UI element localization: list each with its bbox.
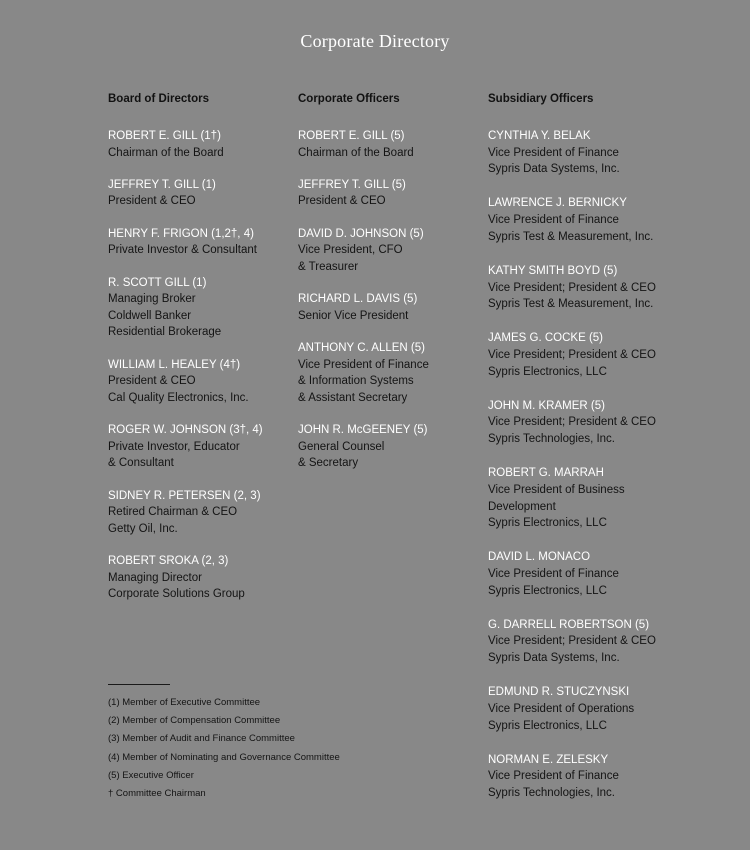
- person-name: CYNTHIA Y. BELAK: [488, 130, 591, 142]
- directory-entry: [488, 330, 728, 380]
- person-name: ANTHONY C. ALLEN (5): [298, 342, 425, 355]
- directory-entry: [298, 177, 483, 210]
- person-title-line: Vice President of Finance: [488, 568, 619, 580]
- person-title-line: Private Investor, Educator: [108, 440, 240, 453]
- person-title-line: Vice President; President & CEO: [488, 349, 656, 361]
- board-of-directors-column: [108, 92, 293, 619]
- person-name: EDMUND R. STUCZYNSKI: [488, 686, 630, 699]
- person-title-line: & Secretary: [298, 457, 359, 470]
- directory-entry: [488, 128, 728, 178]
- directory-entry: [298, 291, 483, 324]
- person-title-line: Cal Quality Electronics, Inc.: [108, 391, 249, 404]
- person-name: DAVID D. JOHNSON (5): [298, 227, 424, 240]
- subsidiary-officers-column: [488, 92, 728, 819]
- footnote: (2) Member of Compensation Committee: [108, 715, 281, 727]
- person-name: ROGER W. JOHNSON (3†, 4): [108, 424, 263, 437]
- person-title-line: Corporate Solutions Group: [108, 588, 245, 601]
- directory-entry: [488, 549, 728, 599]
- directory-entry: [488, 398, 728, 448]
- person-name: RICHARD L. DAVIS (5): [298, 293, 418, 306]
- person-name: WILLIAM L. HEALEY (4†): [108, 358, 241, 371]
- person-name: ROBERT G. MARRAH: [488, 467, 604, 480]
- person-title-line: & Consultant: [108, 457, 174, 470]
- person-name: ROBERT E. GILL (1†): [108, 130, 221, 142]
- directory-entry: [298, 226, 483, 276]
- person-name: JOHN M. KRAMER (5): [488, 399, 605, 412]
- subsidiary-list: [488, 128, 728, 802]
- person-title-line: President & CEO: [108, 195, 196, 208]
- person-title-line: Sypris Test & Measurement, Inc.: [488, 230, 654, 243]
- person-title-line: Sypris Electronics, LLC: [488, 584, 607, 597]
- directory-entry: [298, 340, 483, 406]
- directory-entry: [108, 128, 293, 161]
- person-name: LAWRENCE J. BERNICKY: [488, 197, 627, 210]
- person-name: ROBERT E. GILL (5): [298, 130, 405, 142]
- person-title-line: Vice President of Operations: [488, 702, 635, 715]
- person-title-line: Getty Oil, Inc.: [108, 522, 178, 535]
- person-title-line: Sypris Data Systems, Inc.: [488, 163, 620, 176]
- person-title-line: Vice President; President & CEO: [488, 281, 656, 294]
- person-title-line: Sypris Test & Measurement, Inc.: [488, 298, 654, 311]
- footnote-divider: [108, 684, 170, 685]
- person-name: JEFFREY T. GILL (1): [108, 178, 216, 191]
- footnote: (3) Member of Audit and Finance Committee: [108, 733, 295, 745]
- directory-entry: [108, 275, 293, 341]
- directory-entry: [298, 128, 483, 161]
- person-title-line: Sypris Technologies, Inc.: [488, 433, 615, 446]
- person-title-line: Senior Vice President: [298, 309, 409, 322]
- officers-heading: Corporate Officers: [298, 93, 400, 105]
- directory-entry: [108, 553, 293, 603]
- person-title-line: Vice President of Business: [488, 483, 625, 496]
- person-title-line: Sypris Electronics, LLC: [488, 517, 607, 530]
- person-title-line: & Information Systems: [298, 375, 414, 388]
- footnote: (1) Member of Executive Committee: [108, 697, 261, 708]
- person-name: SIDNEY R. PETERSEN (2, 3): [108, 489, 261, 502]
- person-title-line: Residential Brokerage: [108, 326, 222, 339]
- person-title-line: Vice President of Finance: [488, 770, 619, 783]
- officers-list: [298, 128, 483, 472]
- person-title-line: Managing Broker: [108, 293, 196, 306]
- person-name: JOHN R. McGEENEY (5): [298, 424, 428, 437]
- directory-entry: [488, 684, 728, 734]
- person-title-line: Sypris Technologies, Inc.: [488, 787, 615, 799]
- person-title-line: Vice President of Finance: [488, 214, 619, 227]
- person-title-line: Vice President of Finance: [488, 146, 619, 159]
- subsidiary-heading: Subsidiary Officers: [488, 93, 594, 105]
- board-heading: Board of Directors: [108, 93, 209, 105]
- corporate-officers-column: [298, 92, 483, 488]
- person-title-line: Coldwell Banker: [108, 309, 192, 322]
- person-name: JAMES G. COCKE (5): [488, 332, 604, 345]
- person-title-line: President & CEO: [298, 195, 386, 208]
- person-name: DAVID L. MONACO: [488, 551, 591, 564]
- directory-entry: [108, 226, 293, 259]
- footnotes: [108, 694, 408, 803]
- person-name: JEFFREY T. GILL (5): [298, 178, 406, 191]
- person-title-line: Retired Chairman & CEO: [108, 506, 238, 519]
- person-title-line: Chairman of the Board: [108, 146, 224, 159]
- directory-entry: [488, 263, 728, 313]
- directory-entry: [108, 488, 293, 538]
- person-title-line: President & CEO: [108, 375, 196, 388]
- person-title-line: Chairman of the Board: [298, 146, 414, 159]
- person-name: R. SCOTT GILL (1): [108, 276, 207, 289]
- directory-entry: [108, 177, 293, 210]
- person-name: KATHY SMITH BOYD (5): [488, 264, 618, 277]
- person-title-line: Vice President; President & CEO: [488, 416, 656, 429]
- person-name: NORMAN E. ZELESKY: [488, 753, 609, 766]
- person-name: ROBERT SROKA (2, 3): [108, 555, 229, 568]
- person-title-line: Vice President, CFO: [298, 244, 403, 257]
- directory-entry: [108, 422, 293, 472]
- directory-entry: [108, 357, 293, 407]
- person-title-line: Sypris Electronics, LLC: [488, 719, 607, 732]
- directory-entry: [488, 752, 728, 802]
- person-title-line: Vice President; President & CEO: [488, 635, 656, 648]
- person-name: G. DARRELL ROBERTSON (5): [488, 618, 650, 631]
- person-name: HENRY F. FRIGON (1,2†, 4): [108, 227, 254, 240]
- person-title-line: Private Investor & Consultant: [108, 244, 257, 257]
- person-title-line: Vice President of Finance: [298, 358, 429, 371]
- person-title-line: & Assistant Secretary: [298, 391, 408, 404]
- directory-entry: [488, 465, 728, 531]
- board-list: [108, 128, 293, 603]
- directory-entry: [298, 422, 483, 472]
- footnote: (5) Executive Officer: [108, 769, 194, 781]
- person-title-line: General Counsel: [298, 440, 385, 453]
- directory-entry: [488, 617, 728, 667]
- person-title-line: & Treasurer: [298, 260, 359, 273]
- directory-entry: [488, 195, 728, 245]
- person-title-line: Sypris Data Systems, Inc.: [488, 652, 620, 665]
- page-title: Corporate Directory: [300, 31, 450, 51]
- person-title-line: Sypris Electronics, LLC: [488, 365, 607, 378]
- footnote: † Committee Chairman: [108, 788, 206, 800]
- person-title-line: Development: [488, 500, 556, 513]
- person-title-line: Managing Director: [108, 571, 202, 584]
- footnote: (4) Member of Nominating and Governance Committee: [108, 751, 340, 763]
